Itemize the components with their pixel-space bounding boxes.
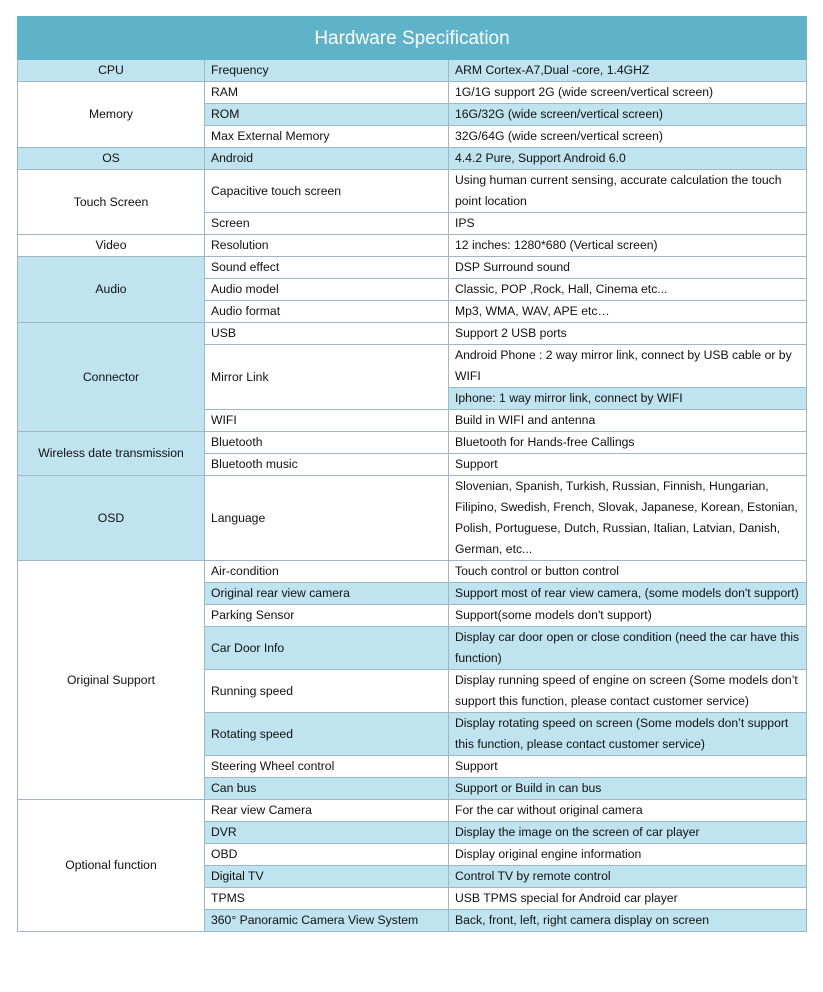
feature-value: Support most of rear view camera, (some models don't support) (449, 583, 807, 605)
feature-value: Display the image on the screen of car player (449, 822, 807, 844)
feature-value: 1G/1G support 2G (wide screen/vertical screen) (449, 82, 807, 104)
feature-value: Touch control or button control (449, 561, 807, 583)
feature-value: Display original engine information (449, 844, 807, 866)
feature-label: Digital TV (205, 866, 449, 888)
category-cell: Optional function (18, 800, 205, 932)
table-title: Hardware Specification (18, 17, 807, 60)
feature-value: 4.4.2 Pure, Support Android 6.0 (449, 148, 807, 170)
feature-label: Original rear view camera (205, 583, 449, 605)
feature-value: Display running speed of engine on screen (Some models don’t support this function, please contact customer service) (449, 670, 807, 713)
category-cell: Connector (18, 323, 205, 432)
feature-label: Rotating speed (205, 713, 449, 756)
feature-label: ROM (205, 104, 449, 126)
feature-label: Rear view Camera (205, 800, 449, 822)
feature-value: Support 2 USB ports (449, 323, 807, 345)
feature-value: 12 inches: 1280*680 (Vertical screen) (449, 235, 807, 257)
feature-label: Android (205, 148, 449, 170)
feature-label: Sound effect (205, 257, 449, 279)
feature-label: OBD (205, 844, 449, 866)
feature-value: 16G/32G (wide screen/vertical screen) (449, 104, 807, 126)
feature-value: Mp3, WMA, WAV, APE etc… (449, 301, 807, 323)
spec-row (18, 561, 807, 583)
feature-label: Air-condition (205, 561, 449, 583)
feature-label: Car Door Info (205, 627, 449, 670)
feature-label: Can bus (205, 778, 449, 800)
feature-value: Display rotating speed on screen (Some models don’t support this function, please contact customer service) (449, 713, 807, 756)
feature-value: Support(some models don't support) (449, 605, 807, 627)
feature-value: Support (449, 756, 807, 778)
feature-label: USB (205, 323, 449, 345)
feature-label: Language (205, 476, 449, 561)
feature-value: IPS (449, 213, 807, 235)
feature-value: Support or Build in can bus (449, 778, 807, 800)
spec-row (18, 323, 807, 345)
feature-label: DVR (205, 822, 449, 844)
feature-value: Back, front, left, right camera display on screen (449, 910, 807, 932)
category-cell: OSD (18, 476, 205, 561)
spec-row (18, 82, 807, 104)
feature-value: Classic, POP ,Rock, Hall, Cinema etc... (449, 279, 807, 301)
feature-label: WIFI (205, 410, 449, 432)
feature-label: Steering Wheel control (205, 756, 449, 778)
spec-row (18, 148, 807, 170)
feature-value: Control TV by remote control (449, 866, 807, 888)
spec-row (18, 257, 807, 279)
feature-value: Build in WIFI and antenna (449, 410, 807, 432)
feature-value: Iphone: 1 way mirror link, connect by WIFI (449, 388, 807, 410)
feature-label: 360° Panoramic Camera View System (205, 910, 449, 932)
feature-label: Frequency (205, 60, 449, 82)
category-cell: Memory (18, 82, 205, 148)
feature-label: Bluetooth music (205, 454, 449, 476)
feature-value: Android Phone : 2 way mirror link, connect by USB cable or by WIFI (449, 345, 807, 388)
feature-label: RAM (205, 82, 449, 104)
feature-value: Using human current sensing, accurate calculation the touch point location (449, 170, 807, 213)
spec-row (18, 476, 807, 561)
feature-value: DSP Surround sound (449, 257, 807, 279)
category-cell: Wireless date transmission (18, 432, 205, 476)
feature-value: Support (449, 454, 807, 476)
spec-row (18, 432, 807, 454)
feature-label: TPMS (205, 888, 449, 910)
category-cell: CPU (18, 60, 205, 82)
feature-label: Mirror Link (205, 345, 449, 410)
feature-label: Parking Sensor (205, 605, 449, 627)
feature-value: Slovenian, Spanish, Turkish, Russian, Finnish, Hungarian, Filipino, Swedish, French, Slovak, Japanese, Korean, Estonian, Polish, Portuguese, Dutch, Russian, Italian, Latvian, Danish, German, etc... (449, 476, 807, 561)
feature-label: Max External Memory (205, 126, 449, 148)
spec-row (18, 170, 807, 213)
feature-value: Bluetooth for Hands-free Callings (449, 432, 807, 454)
feature-label: Audio format (205, 301, 449, 323)
spec-row (18, 800, 807, 822)
feature-value: USB TPMS special for Android car player (449, 888, 807, 910)
feature-value: 32G/64G (wide screen/vertical screen) (449, 126, 807, 148)
feature-label: Running speed (205, 670, 449, 713)
feature-value: ARM Cortex-A7,Dual -core, 1.4GHZ (449, 60, 807, 82)
spec-table (17, 16, 807, 932)
feature-value: Display car door open or close condition (need the car have this function) (449, 627, 807, 670)
feature-label: Capacitive touch screen (205, 170, 449, 213)
category-cell: Audio (18, 257, 205, 323)
category-cell: Original Support (18, 561, 205, 800)
category-cell: Touch Screen (18, 170, 205, 235)
category-cell: Video (18, 235, 205, 257)
spec-row (18, 60, 807, 82)
category-cell: OS (18, 148, 205, 170)
feature-label: Audio model (205, 279, 449, 301)
spec-body (18, 60, 807, 932)
feature-label: Screen (205, 213, 449, 235)
feature-value: For the car without original camera (449, 800, 807, 822)
feature-label: Bluetooth (205, 432, 449, 454)
spec-row (18, 235, 807, 257)
feature-label: Resolution (205, 235, 449, 257)
